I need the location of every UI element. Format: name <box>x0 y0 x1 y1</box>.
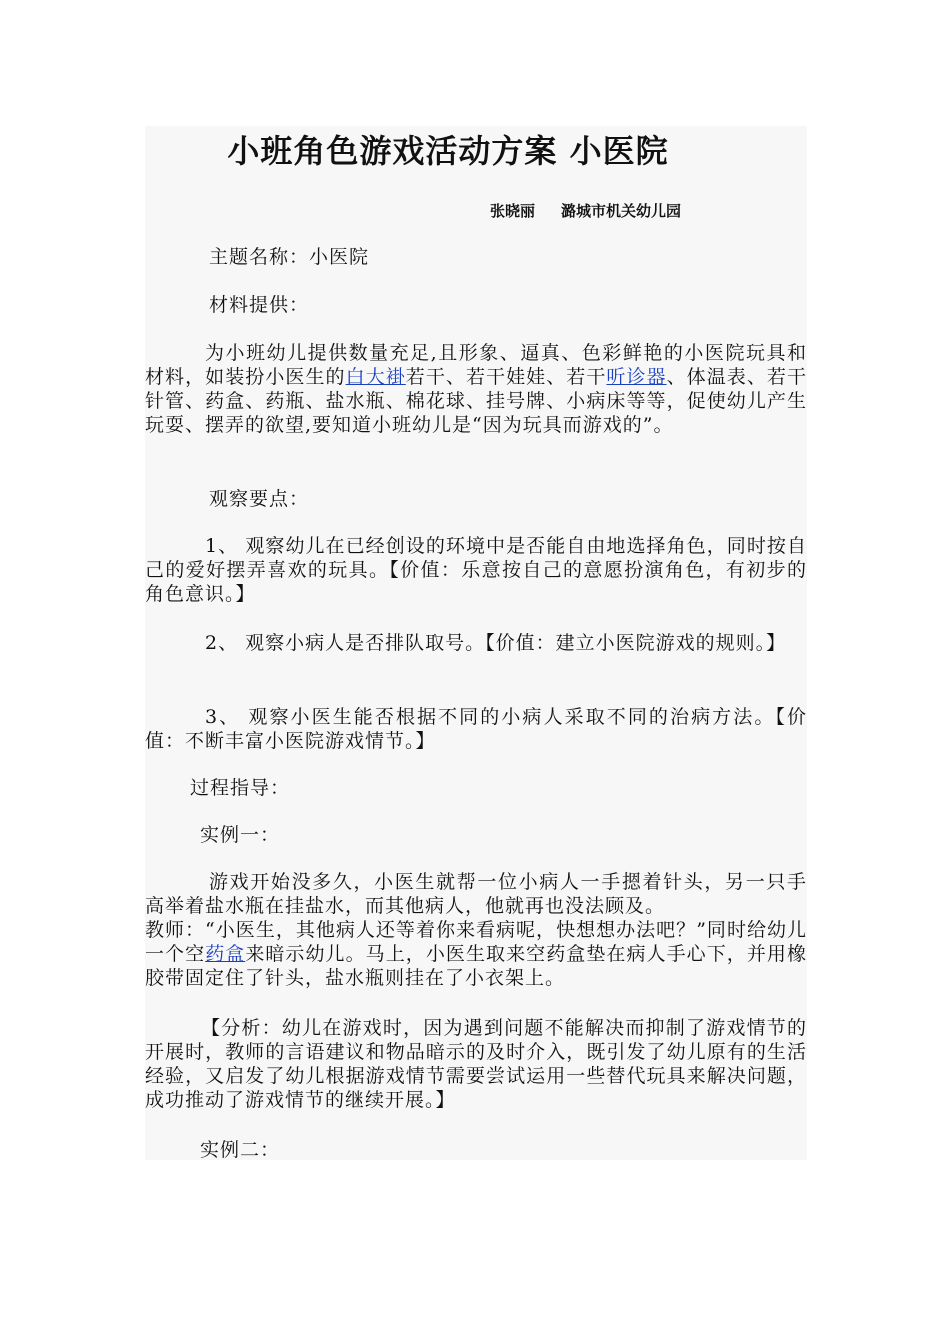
materials-text-1: 为小班幼儿提供数量充足,且形象、逼真、色彩鲜艳的小医院玩具和材料，如装扮小医生的 <box>145 342 807 388</box>
medicine-box-link[interactable]: 药盒 <box>205 943 246 965</box>
observation-heading: 观察要点： <box>209 488 310 510</box>
materials-text-3: 、体温表、若干针管、药盒、药瓶、盐水瓶、棉花球、挂号牌、小病床等等，促使幼儿产生玩耍、摆弄的欲望,要知道小班幼儿是“因为玩具而游戏的”。 <box>145 366 807 436</box>
materials-paragraph <box>145 341 807 437</box>
document-title: 小班角色游戏活动方案 小医院 <box>227 132 669 170</box>
example1-line-2b: 来暗示幼儿。马上，小医生取来空药盒垫在病人手心下，并用橡胶带固定住了针头，盐水瓶则挂在了小衣架上。 <box>145 943 807 989</box>
observation-item: 3、 观察小医生能否根据不同的小病人采取不同的治病方法。【价值：不断丰富小医院游戏情节。】 <box>145 706 807 752</box>
materials-heading: 材料提供： <box>209 294 310 316</box>
analysis-paragraph: 【分析：幼儿在游戏时，因为遇到问题不能解决而抑制了游戏情节的开展时，教师的言语建议和物品暗示的及时介入，既引发了幼儿原有的生活经验，又启发了幼儿根据游戏情节需要尝试运用一些替代玩具来解决问题，成功推动了游戏情节的继续开展。】 <box>145 1017 807 1111</box>
example2-heading: 实例二： <box>200 1139 281 1161</box>
theme-line: 主题名称：小医院 <box>209 246 370 268</box>
author-name: 张晓丽 <box>490 202 536 220</box>
white-coat-link[interactable]: 白大褂 <box>345 366 406 388</box>
example1-line-2a: 教师：“小医生，其他病人还等着你来看病呢，快想想办法吧？”同时给幼儿一个空 <box>145 919 807 965</box>
process-heading: 过程指导： <box>190 777 291 799</box>
example1-paragraph <box>145 870 807 918</box>
observation-item: 2、 观察小病人是否排队取号。【价值：建立小医院游戏的规则。】 <box>205 632 787 654</box>
materials-text-2: 若干、若干娃娃、若干 <box>405 366 607 388</box>
observation-item: 1、 观察幼儿在已经创设的环境中是否能自由地选择角色，同时按自己的爱好摆弄喜欢的玩具。【价值：乐意按自己的意愿扮演角色，有初步的角色意识。】 <box>145 535 807 605</box>
byline <box>490 200 681 222</box>
stethoscope-link[interactable]: 听诊器 <box>606 366 667 388</box>
teacher-paragraph <box>145 918 807 990</box>
school-name: 潞城市机关幼儿园 <box>561 202 682 220</box>
example1-line-1: 游戏开始没多久，小医生就帮一位小病人一手摁着针头，另一只手高举着盐水瓶在挂盐水，而其他病人，他就再也没法顾及。 <box>145 871 807 917</box>
example1-heading: 实例一： <box>200 824 281 846</box>
